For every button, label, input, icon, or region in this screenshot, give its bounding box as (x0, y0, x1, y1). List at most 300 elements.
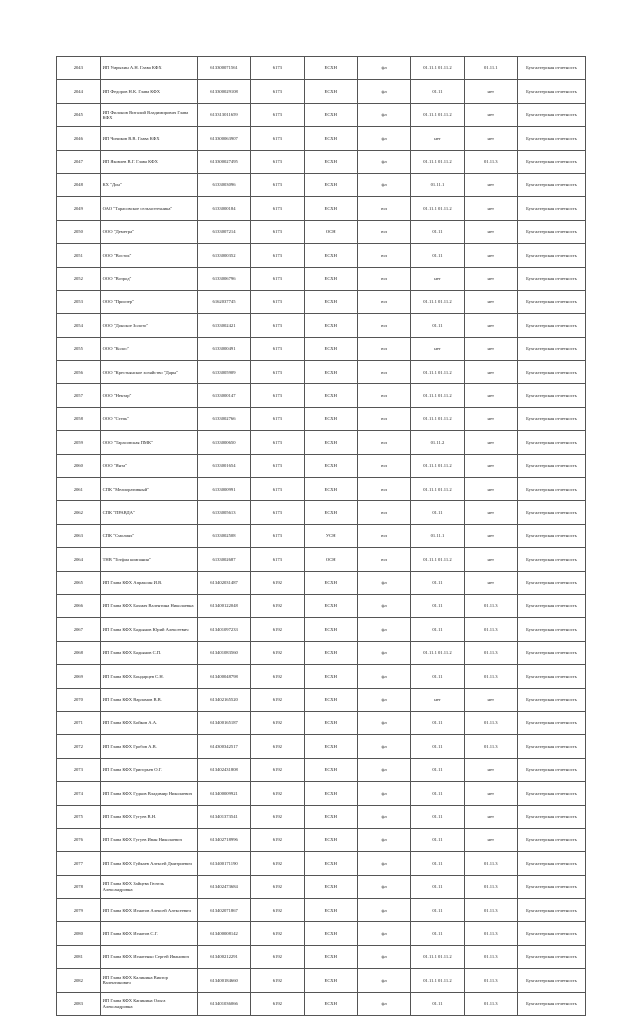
tax-system-cell: ЕСХН (304, 361, 357, 384)
table-row (57, 337, 586, 360)
entity-name-cell: ООО "Деметра" (100, 220, 197, 243)
okved-code-cell: 01.11.1 01.11.2 (411, 454, 464, 477)
tax-system-cell: ЕСХН (304, 641, 357, 664)
row-number-cell: 2058 (57, 407, 101, 430)
tax-system-cell: ЕСХН (304, 80, 357, 103)
entity-name-cell: ООО "Степь" (100, 407, 197, 430)
extra-okved-code-cell: нет (464, 407, 517, 430)
table-row (57, 524, 586, 547)
tax-system-cell: ЕСХН (304, 150, 357, 173)
entity-type-cell: юл (357, 337, 410, 360)
okved-code-cell: 01.11 (411, 711, 464, 734)
inn-code-cell: 6133002421 (197, 314, 250, 337)
region-code-cell: 6173 (251, 548, 304, 571)
inn-code-cell: 613400048798 (197, 665, 250, 688)
inn-code-cell: 613400212291 (197, 945, 250, 968)
entity-type-cell: фл (357, 758, 410, 781)
report-type-cell: Бухгалтерская отчетность (517, 594, 585, 617)
entity-name-cell: ОАО "Тарасовское сельхозтехника" (100, 197, 197, 220)
extra-okved-code-cell: нет (464, 244, 517, 267)
okved-code-cell: 01.11.1 01.11.2 (411, 361, 464, 384)
report-type-cell: Бухгалтерская отчетность (517, 618, 585, 641)
entity-name-cell: ООО "Восток" (100, 244, 197, 267)
tax-system-cell: ЕСХН (304, 290, 357, 313)
tax-system-cell: ЕСХН (304, 618, 357, 641)
report-type-cell: Бухгалтерская отчетность (517, 431, 585, 454)
inn-code-cell: 6133002508 (197, 524, 250, 547)
extra-okved-code-cell: 01.11.3 (464, 899, 517, 922)
extra-okved-code-cell: нет (464, 384, 517, 407)
inn-code-cell: 6133003096 (197, 173, 250, 196)
tax-system-cell: ЕСХН (304, 758, 357, 781)
region-code-cell: 6192 (251, 852, 304, 875)
row-number-cell: 2060 (57, 454, 101, 477)
row-number-cell: 2044 (57, 80, 101, 103)
row-number-cell: 2046 (57, 127, 101, 150)
inn-code-cell: 613401373541 (197, 805, 250, 828)
tax-system-cell: ЕСХН (304, 945, 357, 968)
table-row (57, 875, 586, 898)
tax-system-cell: ЕСХН (304, 922, 357, 945)
extra-okved-code-cell: нет (464, 782, 517, 805)
inn-code-cell: 6133001654 (197, 454, 250, 477)
entity-name-cell: ИП Глава КФХ Зайцева Гюзель Александровна (100, 875, 197, 898)
region-code-cell: 6192 (251, 828, 304, 851)
region-code-cell: 6192 (251, 945, 304, 968)
report-type-cell: Бухгалтерская отчетность (517, 244, 585, 267)
tax-system-cell: ОСН (304, 548, 357, 571)
row-number-cell: 2068 (57, 641, 101, 664)
entity-type-cell: юл (357, 501, 410, 524)
inn-code-cell: 613402431808 (197, 758, 250, 781)
report-type-cell: Бухгалтерская отчетность (517, 688, 585, 711)
entity-type-cell: фл (357, 711, 410, 734)
region-code-cell: 6173 (251, 80, 304, 103)
region-code-cell: 6192 (251, 758, 304, 781)
okved-code-cell: 01.11.1 01.11.2 (411, 478, 464, 501)
tax-system-cell: ЕСХН (304, 899, 357, 922)
okved-code-cell: 01.11 (411, 992, 464, 1015)
okved-code-cell: 01.11 (411, 875, 464, 898)
tax-system-cell: ЕСХН (304, 431, 357, 454)
region-code-cell: 6192 (251, 594, 304, 617)
entity-type-cell: фл (357, 922, 410, 945)
entity-type-cell: фл (357, 103, 410, 126)
table-row (57, 899, 586, 922)
row-number-cell: 2071 (57, 711, 101, 734)
okved-code-cell: 01.11.1 01.11.2 (411, 407, 464, 430)
entity-name-cell: ИП Яковлев В.Г. Глава КФХ (100, 150, 197, 173)
report-type-cell: Бухгалтерская отчетность (517, 267, 585, 290)
okved-code-cell: 01.11 (411, 618, 464, 641)
table-row (57, 361, 586, 384)
entity-type-cell: фл (357, 969, 410, 992)
table-row (57, 244, 586, 267)
entity-type-cell: фл (357, 150, 410, 173)
extra-okved-code-cell: нет (464, 337, 517, 360)
entity-name-cell: ИП Глава КФХ Гробов А.В. (100, 735, 197, 758)
tax-system-cell: ЕСХН (304, 407, 357, 430)
extra-okved-code-cell: 01.11.3 (464, 945, 517, 968)
entity-type-cell: юл (357, 314, 410, 337)
okved-code-cell: нет (411, 688, 464, 711)
extra-okved-code-cell: нет (464, 314, 517, 337)
entity-type-cell: юл (357, 197, 410, 220)
report-type-cell: Бухгалтерская отчетность (517, 828, 585, 851)
row-number-cell: 2064 (57, 548, 101, 571)
row-number-cell: 2061 (57, 478, 101, 501)
row-number-cell: 2078 (57, 875, 101, 898)
report-type-cell: Бухгалтерская отчетность (517, 173, 585, 196)
entity-name-cell: ИП Глава КФХ Бондарцев С.Н. (100, 665, 197, 688)
tax-system-cell: ЕСХН (304, 828, 357, 851)
tax-system-cell: ЕСХН (304, 173, 357, 196)
table-row (57, 641, 586, 664)
entity-name-cell: КХ "Дон" (100, 173, 197, 196)
entity-name-cell: ИП Глава КФХ Бадьянов С.П. (100, 641, 197, 664)
entity-name-cell: ИП Глава КФХ Григорьев О.Г. (100, 758, 197, 781)
extra-okved-code-cell: нет (464, 524, 517, 547)
entity-type-cell: юл (357, 267, 410, 290)
region-code-cell: 6192 (251, 992, 304, 1015)
region-code-cell: 6192 (251, 922, 304, 945)
table-row (57, 805, 586, 828)
okved-code-cell: 01.11 (411, 571, 464, 594)
okved-code-cell: 01.11 (411, 805, 464, 828)
region-code-cell: 6173 (251, 524, 304, 547)
entity-name-cell: ИП Глава КФХ Бадьянов Юрий Алексеевич (100, 618, 197, 641)
okved-code-cell: 01.11.2 (411, 431, 464, 454)
entity-type-cell: фл (357, 618, 410, 641)
region-code-cell: 6173 (251, 407, 304, 430)
entity-name-cell: ИП Глава КФХ Капинина Ольга Александровна (100, 992, 197, 1015)
report-type-cell: Бухгалтерская отчетность (517, 548, 585, 571)
extra-okved-code-cell: 01.11.3 (464, 992, 517, 1015)
region-code-cell: 6192 (251, 571, 304, 594)
entity-type-cell: фл (357, 173, 410, 196)
row-number-cell: 2076 (57, 828, 101, 851)
table-row (57, 571, 586, 594)
okved-code-cell: нет (411, 267, 464, 290)
report-type-cell: Бухгалтерская отчетность (517, 735, 585, 758)
inn-code-cell: 613300071561 (197, 57, 250, 80)
okved-code-cell: 01.11 (411, 220, 464, 243)
region-code-cell: 6173 (251, 244, 304, 267)
row-number-cell: 2072 (57, 735, 101, 758)
inn-code-cell: 613300027495 (197, 150, 250, 173)
tax-system-cell: ЕСХН (304, 501, 357, 524)
entity-type-cell: юл (357, 384, 410, 407)
tax-system-cell: ЕСХН (304, 735, 357, 758)
inn-code-cell: 613400171190 (197, 852, 250, 875)
entity-name-cell: ИП Филонов Виталий Владимирович Глава КФХ (100, 103, 197, 126)
inn-code-cell: 6133000184 (197, 197, 250, 220)
table-row (57, 945, 586, 968)
report-type-cell: Бухгалтерская отчетность (517, 711, 585, 734)
entity-type-cell: юл (357, 524, 410, 547)
row-number-cell: 2053 (57, 290, 101, 313)
tax-system-cell: ЕСХН (304, 57, 357, 80)
entity-type-cell: юл (357, 548, 410, 571)
entity-name-cell: ООО "Нектар" (100, 384, 197, 407)
entity-type-cell: юл (357, 220, 410, 243)
row-number-cell: 2057 (57, 384, 101, 407)
extra-okved-code-cell: нет (464, 571, 517, 594)
table-row (57, 431, 586, 454)
table-row (57, 735, 586, 758)
okved-code-cell: 01.11 (411, 244, 464, 267)
table-row (57, 665, 586, 688)
inn-code-cell: 6133000352 (197, 244, 250, 267)
entity-type-cell: фл (357, 875, 410, 898)
report-type-cell: Бухгалтерская отчетность (517, 524, 585, 547)
row-number-cell: 2067 (57, 618, 101, 641)
entity-type-cell: юл (357, 290, 410, 313)
inn-code-cell: 6133002766 (197, 407, 250, 430)
entity-type-cell: юл (357, 478, 410, 501)
extra-okved-code-cell: нет (464, 80, 517, 103)
report-type-cell: Бухгалтерская отчетность (517, 758, 585, 781)
entity-name-cell: ИП Глава КФХ Гугуев В.Н. (100, 805, 197, 828)
row-number-cell: 2055 (57, 337, 101, 360)
region-code-cell: 6173 (251, 57, 304, 80)
inn-code-cell: 613401036066 (197, 992, 250, 1015)
inn-code-cell: 613400122048 (197, 594, 250, 617)
row-number-cell: 2052 (57, 267, 101, 290)
region-code-cell: 6192 (251, 805, 304, 828)
tax-system-cell: ЕСХН (304, 688, 357, 711)
entity-name-cell: ИП Глава КФХ Гугуев Иван Николаевич (100, 828, 197, 851)
row-number-cell: 2073 (57, 758, 101, 781)
row-number-cell: 2049 (57, 197, 101, 220)
table-row (57, 688, 586, 711)
region-code-cell: 6173 (251, 361, 304, 384)
extra-okved-code-cell: нет (464, 173, 517, 196)
tax-system-cell: ЕСХН (304, 454, 357, 477)
extra-okved-code-cell: нет (464, 220, 517, 243)
row-number-cell: 2056 (57, 361, 101, 384)
inn-code-cell: 6133000991 (197, 478, 250, 501)
inn-code-cell: 6133000147 (197, 384, 250, 407)
okved-code-cell: 01.11 (411, 899, 464, 922)
entity-type-cell: фл (357, 782, 410, 805)
extra-okved-code-cell: нет (464, 828, 517, 851)
row-number-cell: 2077 (57, 852, 101, 875)
tax-system-cell: ЕСХН (304, 782, 357, 805)
okved-code-cell: 01.11.1 01.11.2 (411, 384, 464, 407)
report-type-cell: Бухгалтерская отчетность (517, 992, 585, 1015)
tax-system-cell: ЕСХН (304, 127, 357, 150)
table-row (57, 57, 586, 80)
row-number-cell: 2070 (57, 688, 101, 711)
entity-name-cell: ТНВ "Тотфиа компания" (100, 548, 197, 571)
okved-code-cell: 01.11 (411, 314, 464, 337)
entity-name-cell: ИП Глава КФХ Калинина Виктор Валентинович (100, 969, 197, 992)
table-row (57, 80, 586, 103)
entity-type-cell: фл (357, 127, 410, 150)
entity-name-cell: ИП Федоров Н.К. Глава КФХ (100, 80, 197, 103)
region-code-cell: 6192 (251, 875, 304, 898)
inn-code-cell: 613313011659 (197, 103, 250, 126)
entity-type-cell: фл (357, 852, 410, 875)
tax-system-cell: УСН (304, 524, 357, 547)
tax-system-cell: ЕСХН (304, 103, 357, 126)
inn-code-cell: 613300063907 (197, 127, 250, 150)
region-code-cell: 6173 (251, 103, 304, 126)
extra-okved-code-cell: 01.11.3 (464, 735, 517, 758)
report-type-cell: Бухгалтерская отчетность (517, 314, 585, 337)
entity-type-cell: фл (357, 594, 410, 617)
entity-type-cell: юл (357, 454, 410, 477)
row-number-cell: 2083 (57, 992, 101, 1015)
table-row (57, 478, 586, 501)
entity-type-cell: фл (357, 992, 410, 1015)
table-row (57, 501, 586, 524)
report-type-cell: Бухгалтерская отчетность (517, 945, 585, 968)
region-code-cell: 6173 (251, 150, 304, 173)
entity-type-cell: юл (357, 407, 410, 430)
row-number-cell: 2062 (57, 501, 101, 524)
report-type-cell: Бухгалтерская отчетность (517, 899, 585, 922)
region-code-cell: 6192 (251, 735, 304, 758)
table-row (57, 782, 586, 805)
table-row (57, 314, 586, 337)
report-type-cell: Бухгалтерская отчетность (517, 337, 585, 360)
entity-type-cell: фл (357, 899, 410, 922)
region-code-cell: 6173 (251, 454, 304, 477)
inn-code-cell: 613400009921 (197, 782, 250, 805)
entity-name-cell: ООО "Возрод" (100, 267, 197, 290)
row-number-cell: 2063 (57, 524, 101, 547)
report-type-cell: Бухгалтерская отчетность (517, 875, 585, 898)
extra-okved-code-cell: нет (464, 548, 517, 571)
row-number-cell: 2079 (57, 899, 101, 922)
okved-code-cell: 01.11.1 01.11.2 (411, 969, 464, 992)
row-number-cell: 2069 (57, 665, 101, 688)
entity-type-cell: фл (357, 945, 410, 968)
extra-okved-code-cell: нет (464, 478, 517, 501)
tax-system-cell: ЕСХН (304, 875, 357, 898)
report-type-cell: Бухгалтерская отчетность (517, 969, 585, 992)
region-code-cell: 6173 (251, 431, 304, 454)
okved-code-cell: нет (411, 127, 464, 150)
extra-okved-code-cell: нет (464, 805, 517, 828)
okved-code-cell: 01.11.1 01.11.2 (411, 641, 464, 664)
report-type-cell: Бухгалтерская отчетность (517, 57, 585, 80)
region-code-cell: 6192 (251, 782, 304, 805)
region-code-cell: 6173 (251, 314, 304, 337)
extra-okved-code-cell: 01.11.3 (464, 875, 517, 898)
entity-name-cell: ИП Глава КФХ Варламов В.В. (100, 688, 197, 711)
tax-system-cell: ЕСХН (304, 805, 357, 828)
tax-system-cell: ЕСХН (304, 478, 357, 501)
row-number-cell: 2074 (57, 782, 101, 805)
inn-code-cell: 613400165187 (197, 711, 250, 734)
inn-code-cell: 6133002687 (197, 548, 250, 571)
region-code-cell: 6173 (251, 127, 304, 150)
region-code-cell: 6192 (251, 899, 304, 922)
region-code-cell: 6173 (251, 220, 304, 243)
tax-system-cell: ЕСХН (304, 571, 357, 594)
extra-okved-code-cell: нет (464, 758, 517, 781)
table-row (57, 220, 586, 243)
table-row (57, 992, 586, 1015)
report-type-cell: Бухгалтерская отчетность (517, 384, 585, 407)
inn-code-cell: 613400184660 (197, 969, 250, 992)
table-row (57, 618, 586, 641)
region-code-cell: 6173 (251, 197, 304, 220)
okved-code-cell: 01.11.1 01.11.2 (411, 103, 464, 126)
okved-code-cell: 01.11.1 (411, 173, 464, 196)
entity-type-cell: фл (357, 57, 410, 80)
extra-okved-code-cell: нет (464, 103, 517, 126)
entity-name-cell: ООО "Донское Золото" (100, 314, 197, 337)
inn-code-cell: 6133006796 (197, 267, 250, 290)
report-type-cell: Бухгалтерская отчетность (517, 197, 585, 220)
row-number-cell: 2047 (57, 150, 101, 173)
tax-system-cell: ЕСХН (304, 594, 357, 617)
region-code-cell: 6192 (251, 618, 304, 641)
tax-system-cell: ЕСХН (304, 244, 357, 267)
inn-code-cell: 613401083560 (197, 641, 250, 664)
extra-okved-code-cell: нет (464, 267, 517, 290)
extra-okved-code-cell: 01.11.3 (464, 711, 517, 734)
okved-code-cell: 01.11 (411, 782, 464, 805)
tax-system-cell: ЕСХН (304, 267, 357, 290)
row-number-cell: 2048 (57, 173, 101, 196)
tax-system-cell: ЕСХН (304, 384, 357, 407)
okved-code-cell: 01.11.1 01.11.2 (411, 548, 464, 571)
row-number-cell: 2081 (57, 945, 101, 968)
extra-okved-code-cell: 01.11.3 (464, 150, 517, 173)
report-type-cell: Бухгалтерская отчетность (517, 454, 585, 477)
inn-code-cell: 6133005909 (197, 361, 250, 384)
report-type-cell: Бухгалтерская отчетность (517, 290, 585, 313)
table-row (57, 103, 586, 126)
okved-code-cell: 01.11.1 01.11.2 (411, 945, 464, 968)
table-row (57, 922, 586, 945)
region-code-cell: 6192 (251, 711, 304, 734)
report-type-cell: Бухгалтерская отчетность (517, 478, 585, 501)
tax-system-cell: ЕСХН (304, 197, 357, 220)
okved-code-cell: 01.11 (411, 758, 464, 781)
row-number-cell: 2054 (57, 314, 101, 337)
extra-okved-code-cell: 01.11.3 (464, 852, 517, 875)
region-code-cell: 6173 (251, 173, 304, 196)
report-type-cell: Бухгалтерская отчетность (517, 501, 585, 524)
inn-code-cell: 6133000491 (197, 337, 250, 360)
report-type-cell: Бухгалтерская отчетность (517, 805, 585, 828)
report-type-cell: Бухгалтерская отчетность (517, 103, 585, 126)
okved-code-cell: 01.11.1 01.11.2 (411, 290, 464, 313)
entity-name-cell: ИП Глава КФХ Бойков А.А. (100, 711, 197, 734)
table-row (57, 267, 586, 290)
entity-name-cell: СПК "Смолиях" (100, 524, 197, 547)
entity-type-cell: фл (357, 805, 410, 828)
table-row (57, 150, 586, 173)
report-type-cell: Бухгалтерская отчетность (517, 852, 585, 875)
table-row (57, 711, 586, 734)
okved-code-cell: 01.11.1 01.11.2 (411, 150, 464, 173)
tax-system-cell: ЕСХН (304, 969, 357, 992)
okved-code-cell: 01.11 (411, 665, 464, 688)
extra-okved-code-cell: нет (464, 454, 517, 477)
extra-okved-code-cell: 01.11.3 (464, 641, 517, 664)
inn-code-cell: 613402031487 (197, 571, 250, 594)
okved-code-cell: 01.11 (411, 922, 464, 945)
entity-name-cell: ООО "Приозер" (100, 290, 197, 313)
extra-okved-code-cell: 01.11.3 (464, 665, 517, 688)
